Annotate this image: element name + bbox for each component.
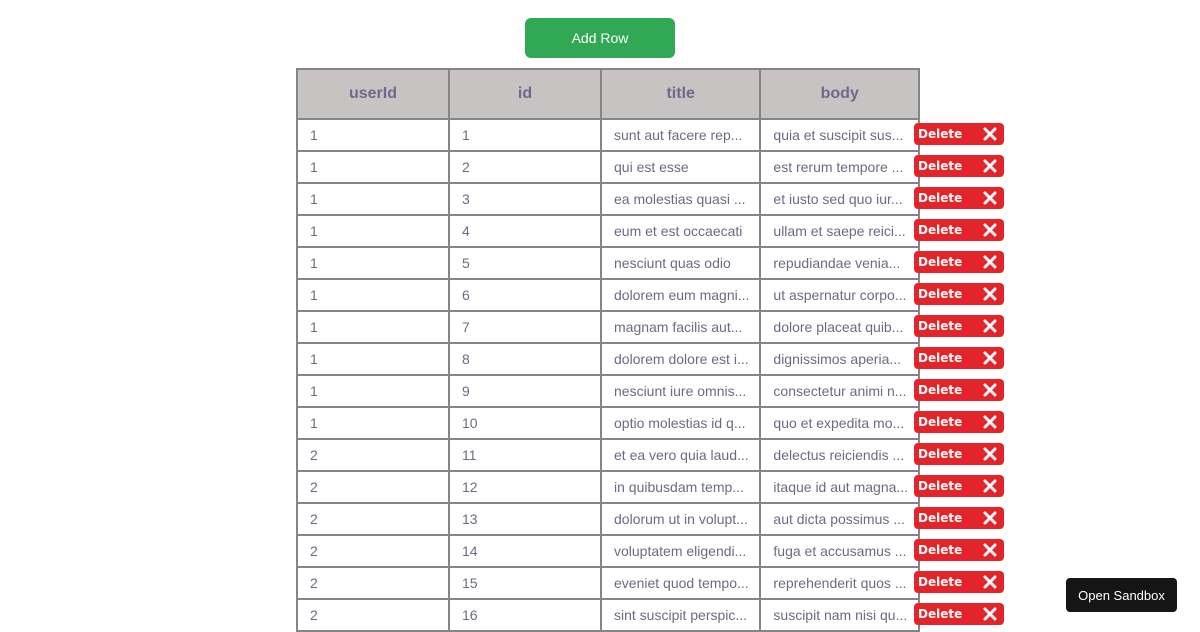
delete-label: Delete <box>918 383 963 397</box>
cell-body[interactable]: fuga et accusamus ... <box>760 535 919 567</box>
cell-body[interactable]: dignissimos aperia... <box>760 343 919 375</box>
cell-id[interactable]: 11 <box>449 439 601 471</box>
cell-id[interactable]: 9 <box>449 375 601 407</box>
cell-id[interactable]: 14 <box>449 535 601 567</box>
cell-id[interactable]: 16 <box>449 599 601 631</box>
table-row <box>297 183 919 215</box>
cell-body[interactable]: ut aspernatur corpo... <box>760 279 919 311</box>
cell-body[interactable]: itaque id aut magna... <box>760 471 919 503</box>
cell-title[interactable]: nesciunt iure omnis... <box>601 375 760 407</box>
cell-body[interactable]: delectus reiciendis ... <box>760 439 919 471</box>
table-body <box>297 119 919 631</box>
column-header-userid[interactable]: userId <box>297 69 449 119</box>
cell-userid[interactable]: 1 <box>297 375 449 407</box>
delete-row-button[interactable] <box>914 475 1004 497</box>
cell-title[interactable]: sunt aut facere rep... <box>601 119 760 151</box>
table-row <box>297 567 919 599</box>
close-icon <box>982 318 998 334</box>
cell-id[interactable]: 3 <box>449 183 601 215</box>
cell-id[interactable]: 1 <box>449 119 601 151</box>
cell-id[interactable]: 2 <box>449 151 601 183</box>
delete-row-button[interactable] <box>914 603 1004 625</box>
cell-title[interactable]: et ea vero quia laud... <box>601 439 760 471</box>
cell-userid[interactable]: 1 <box>297 343 449 375</box>
delete-row-button[interactable] <box>914 347 1004 369</box>
delete-label: Delete <box>918 415 963 429</box>
cell-body[interactable]: reprehenderit quos ... <box>760 567 919 599</box>
delete-row-button[interactable] <box>914 123 1004 145</box>
table-row <box>297 151 919 183</box>
cell-body[interactable]: suscipit nam nisi qu... <box>760 599 919 631</box>
table-row <box>297 215 919 247</box>
close-icon <box>982 126 998 142</box>
cell-id[interactable]: 12 <box>449 471 601 503</box>
cell-userid[interactable]: 2 <box>297 439 449 471</box>
table-row <box>297 439 919 471</box>
table-row <box>297 599 919 631</box>
cell-id[interactable]: 7 <box>449 311 601 343</box>
cell-userid[interactable]: 2 <box>297 471 449 503</box>
table-row <box>297 535 919 567</box>
table-row <box>297 311 919 343</box>
data-table <box>296 68 920 632</box>
delete-label: Delete <box>918 351 963 365</box>
cell-title[interactable]: dolorum ut in volupt... <box>601 503 760 535</box>
delete-label: Delete <box>918 447 963 461</box>
cell-userid[interactable]: 1 <box>297 311 449 343</box>
add-row-button[interactable]: Add Row <box>525 18 675 58</box>
cell-title[interactable]: dolorem eum magni... <box>601 279 760 311</box>
cell-body[interactable]: quia et suscipit sus... <box>760 119 919 151</box>
cell-body[interactable]: ullam et saepe reici... <box>760 215 919 247</box>
delete-label: Delete <box>918 127 963 141</box>
close-icon <box>982 382 998 398</box>
cell-title[interactable]: voluptatem eligendi... <box>601 535 760 567</box>
delete-row-button[interactable] <box>914 379 1004 401</box>
delete-label: Delete <box>918 255 963 269</box>
delete-row-button[interactable] <box>914 411 1004 433</box>
delete-row-button[interactable] <box>914 283 1004 305</box>
delete-row-button[interactable] <box>914 155 1004 177</box>
cell-body[interactable]: consectetur animi n... <box>760 375 919 407</box>
cell-userid[interactable]: 2 <box>297 535 449 567</box>
cell-body[interactable]: aut dicta possimus ... <box>760 503 919 535</box>
close-icon <box>982 510 998 526</box>
table-row <box>297 375 919 407</box>
close-icon <box>982 350 998 366</box>
column-header-body[interactable]: body <box>760 69 919 119</box>
close-icon <box>982 254 998 270</box>
cell-title[interactable]: magnam facilis aut... <box>601 311 760 343</box>
open-sandbox-button[interactable]: Open Sandbox <box>1066 578 1177 612</box>
delete-label: Delete <box>918 511 963 525</box>
delete-label: Delete <box>918 159 963 173</box>
table-row <box>297 119 919 151</box>
cell-userid[interactable]: 1 <box>297 151 449 183</box>
cell-id[interactable]: 4 <box>449 215 601 247</box>
cell-title[interactable]: in quibusdam temp... <box>601 471 760 503</box>
cell-title[interactable]: sint suscipit perspic... <box>601 599 760 631</box>
cell-userid[interactable]: 2 <box>297 599 449 631</box>
close-icon <box>982 222 998 238</box>
column-header-id[interactable]: id <box>449 69 601 119</box>
table-row <box>297 407 919 439</box>
cell-userid[interactable]: 1 <box>297 407 449 439</box>
delete-label: Delete <box>918 543 963 557</box>
cell-userid[interactable]: 1 <box>297 279 449 311</box>
cell-title[interactable]: ea molestias quasi ... <box>601 183 760 215</box>
cell-body[interactable]: quo et expedita mo... <box>760 407 919 439</box>
cell-title[interactable]: qui est esse <box>601 151 760 183</box>
delete-row-button[interactable] <box>914 251 1004 273</box>
table-row <box>297 279 919 311</box>
cell-body[interactable]: et iusto sed quo iur... <box>760 183 919 215</box>
delete-label: Delete <box>918 287 963 301</box>
close-icon <box>982 542 998 558</box>
delete-row-button[interactable] <box>914 219 1004 241</box>
cell-body[interactable]: est rerum tempore ... <box>760 151 919 183</box>
delete-label: Delete <box>918 191 963 205</box>
cell-userid[interactable]: 1 <box>297 215 449 247</box>
close-icon <box>982 158 998 174</box>
cell-id[interactable]: 13 <box>449 503 601 535</box>
close-icon <box>982 286 998 302</box>
table-row <box>297 247 919 279</box>
cell-userid[interactable]: 1 <box>297 119 449 151</box>
cell-title[interactable]: nesciunt quas odio <box>601 247 760 279</box>
close-icon <box>982 574 998 590</box>
cell-id[interactable]: 5 <box>449 247 601 279</box>
table-row <box>297 471 919 503</box>
delete-label: Delete <box>918 319 963 333</box>
cell-body[interactable]: repudiandae venia... <box>760 247 919 279</box>
cell-id[interactable]: 10 <box>449 407 601 439</box>
close-icon <box>982 446 998 462</box>
delete-row-button[interactable] <box>914 539 1004 561</box>
cell-title[interactable]: optio molestias id q... <box>601 407 760 439</box>
cell-userid[interactable]: 1 <box>297 247 449 279</box>
delete-label: Delete <box>918 575 963 589</box>
delete-row-button[interactable] <box>914 443 1004 465</box>
cell-title[interactable]: eum et est occaecati <box>601 215 760 247</box>
cell-title[interactable]: eveniet quod tempo... <box>601 567 760 599</box>
close-icon <box>982 606 998 622</box>
cell-id[interactable]: 15 <box>449 567 601 599</box>
cell-userid[interactable]: 2 <box>297 503 449 535</box>
cell-body[interactable]: dolore placeat quib... <box>760 311 919 343</box>
cell-id[interactable]: 8 <box>449 343 601 375</box>
delete-row-button[interactable] <box>914 571 1004 593</box>
delete-label: Delete <box>918 607 963 621</box>
table-row <box>297 503 919 535</box>
table-header-row <box>297 69 919 119</box>
delete-row-button[interactable] <box>914 187 1004 209</box>
cell-userid[interactable]: 2 <box>297 567 449 599</box>
table-row <box>297 343 919 375</box>
delete-row-button[interactable] <box>914 315 1004 337</box>
cell-userid[interactable]: 1 <box>297 183 449 215</box>
delete-label: Delete <box>918 223 963 237</box>
close-icon <box>982 478 998 494</box>
delete-label: Delete <box>918 479 963 493</box>
close-icon <box>982 414 998 430</box>
cell-title[interactable]: dolorem dolore est i... <box>601 343 760 375</box>
close-icon <box>982 190 998 206</box>
column-header-title[interactable]: title <box>601 69 760 119</box>
delete-row-button[interactable] <box>914 507 1004 529</box>
cell-id[interactable]: 6 <box>449 279 601 311</box>
